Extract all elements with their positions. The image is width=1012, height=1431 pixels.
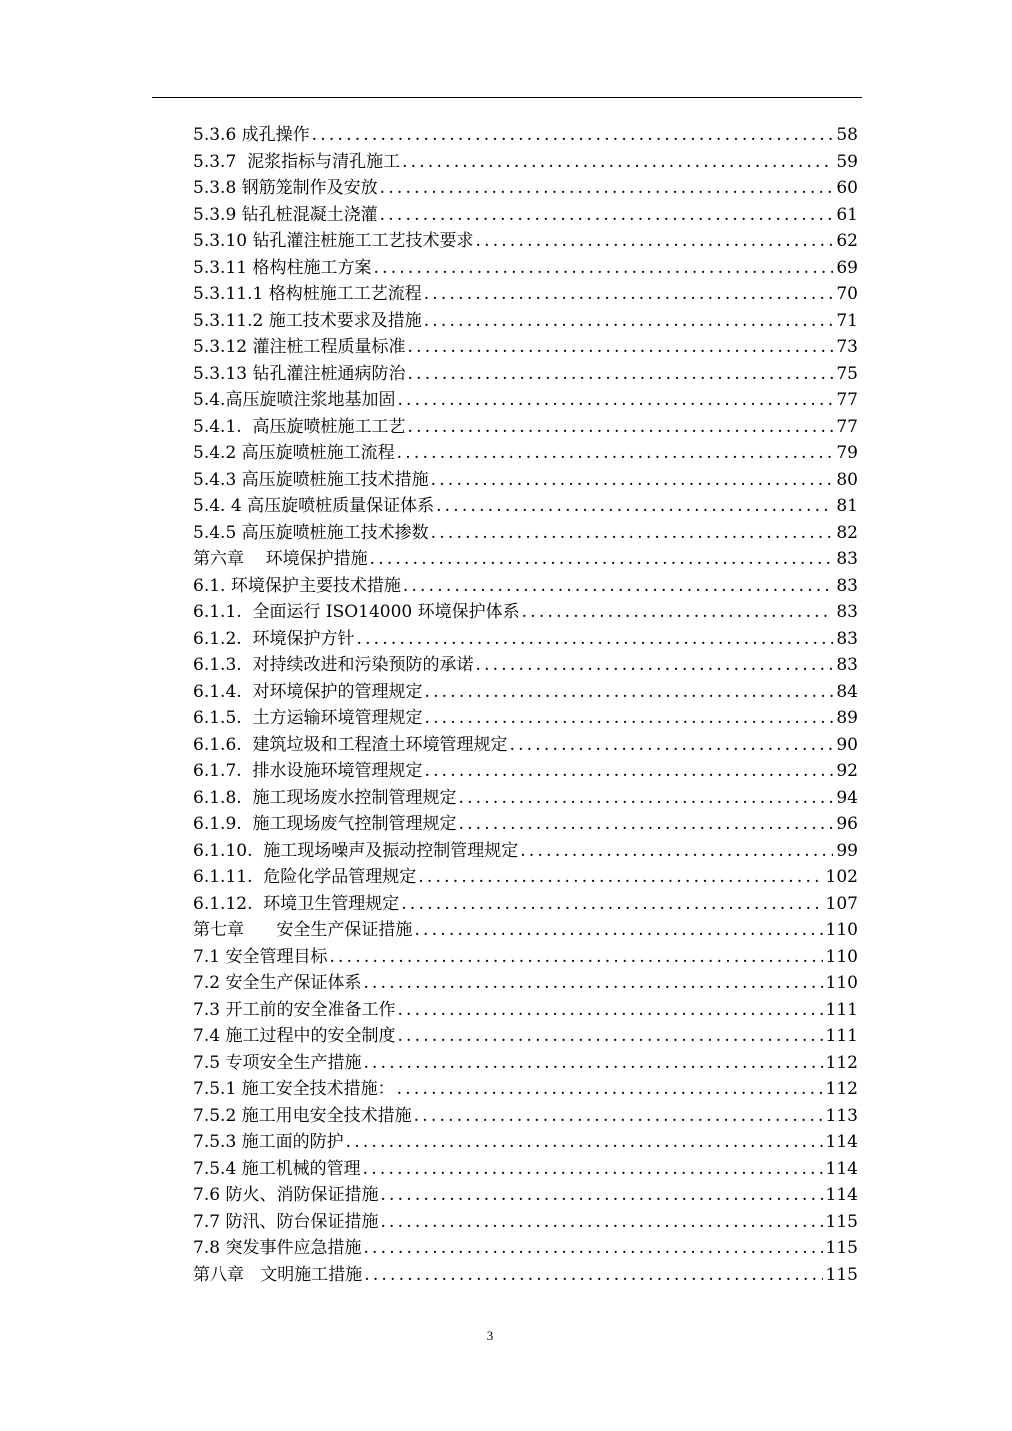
toc-entry[interactable] — [193, 1209, 858, 1236]
toc-entry-page: 94 — [836, 787, 858, 808]
toc-entry-page: 83 — [836, 602, 858, 622]
toc-entry-title: 7.7 防汛、防台保证措施 — [193, 1211, 379, 1232]
toc-entry-title: 6.1.3. 对持续改进和污染预防的承诺 — [193, 655, 474, 675]
toc-entry[interactable] — [193, 838, 858, 865]
toc-entry-page: 79 — [836, 443, 858, 463]
toc-entry[interactable] — [193, 414, 858, 441]
toc-dot-leader — [402, 149, 833, 176]
toc-dot-leader — [329, 944, 822, 971]
toc-entry-title: 7.8 突发事件应急措施 — [193, 1238, 362, 1258]
toc-entry-page: 110 — [825, 973, 858, 993]
toc-entry-page: 59 — [836, 151, 858, 172]
toc-entry-page: 61 — [836, 204, 858, 225]
toc-entry-page: 73 — [836, 337, 858, 357]
toc-entry[interactable] — [193, 546, 858, 573]
toc-dot-leader — [522, 599, 834, 626]
toc-entry[interactable] — [193, 573, 858, 600]
toc-entry-title: 7.5.2 施工用电安全技术措施 — [193, 1105, 412, 1126]
toc-entry-page: 71 — [836, 310, 858, 331]
toc-entry[interactable] — [193, 1156, 858, 1183]
toc-dot-leader — [424, 308, 834, 335]
toc-entry[interactable] — [193, 785, 858, 812]
toc-entry-page: 69 — [836, 257, 858, 278]
toc-dot-leader — [414, 917, 822, 944]
toc-entry-page: 115 — [825, 1238, 858, 1258]
toc-entry[interactable] — [193, 891, 858, 918]
toc-dot-leader — [431, 467, 834, 494]
toc-entry-page: 114 — [825, 1132, 858, 1152]
toc-dot-leader — [418, 864, 822, 891]
toc-entry[interactable] — [193, 122, 858, 149]
toc-dot-leader — [397, 440, 834, 467]
toc-entry-title: 7.6 防火、消防保证措施 — [193, 1185, 379, 1205]
toc-dot-leader — [431, 520, 834, 547]
toc-entry[interactable] — [193, 705, 858, 732]
toc-entry-page: 84 — [836, 681, 858, 702]
toc-entry-title: 6.1.8. 施工现场废水控制管理规定 — [193, 787, 457, 808]
toc-entry-title: 7.5 专项安全生产措施 — [193, 1052, 362, 1073]
toc-entry-title: 5.4.高压旋喷注浆地基加固 — [193, 390, 396, 410]
toc-entry-title: 7.5.4 施工机械的管理 — [193, 1158, 361, 1179]
toc-dot-leader — [397, 387, 833, 414]
toc-dot-leader — [373, 255, 833, 282]
toc-entry[interactable] — [193, 1129, 858, 1156]
toc-entry[interactable] — [193, 202, 858, 229]
toc-dot-leader — [363, 1235, 822, 1262]
toc-dot-leader — [363, 1156, 823, 1183]
toc-entry[interactable] — [193, 255, 858, 282]
toc-entry-page: 114 — [825, 1158, 858, 1179]
toc-entry[interactable] — [193, 1182, 858, 1209]
toc-dot-leader — [363, 970, 822, 997]
toc-entry[interactable] — [193, 440, 858, 467]
toc-dot-leader — [403, 573, 834, 600]
toc-entry-page: 82 — [836, 522, 858, 543]
toc-entry-page: 81 — [836, 496, 858, 516]
toc-entry-page: 58 — [836, 125, 858, 145]
toc-entry-title: 5.4. 4 高压旋喷桩质量保证体系 — [193, 496, 435, 516]
toc-dot-leader — [407, 414, 833, 441]
toc-entry-title: 7.5.3 施工面的防护 — [193, 1132, 344, 1152]
toc-entry-title: 6.1.1. 全面运行 ISO14000 环境保护体系 — [193, 602, 520, 622]
toc-entry[interactable] — [193, 520, 858, 547]
toc-entry-title: 6.1.7. 排水设施环境管理规定 — [193, 761, 423, 781]
toc-entry-title: 5.3.11 格构柱施工方案 — [193, 257, 372, 278]
toc-entry[interactable] — [193, 228, 858, 255]
toc-entry-title: 第六章 环境保护措施 — [193, 549, 368, 569]
toc-dot-leader — [401, 891, 822, 918]
toc-dot-leader — [363, 1050, 822, 1077]
toc-entry-title: 第七章 安全生产保证措施 — [193, 920, 413, 940]
toc-entry[interactable] — [193, 732, 858, 759]
toc-entry-page: 60 — [836, 178, 858, 198]
toc-entry[interactable] — [193, 149, 858, 176]
toc-dot-leader — [424, 705, 833, 732]
toc-entry[interactable] — [193, 944, 858, 971]
toc-entry-title: 6.1.12. 环境卫生管理规定 — [193, 893, 400, 914]
toc-entry-page: 83 — [836, 628, 858, 649]
toc-dot-leader — [407, 361, 833, 388]
toc-entry-page: 92 — [836, 761, 858, 781]
toc-entry-title: 6.1. 环境保护主要技术措施 — [193, 575, 401, 596]
toc-dot-leader — [407, 334, 833, 361]
toc-dot-leader — [380, 202, 834, 229]
toc-dot-leader — [475, 652, 833, 679]
toc-dot-leader — [424, 679, 833, 706]
toc-dot-leader — [397, 1023, 822, 1050]
page-number: 3 — [486, 1328, 494, 1343]
toc-dot-leader — [397, 997, 822, 1024]
toc-dot-leader — [509, 732, 833, 759]
toc-dot-leader — [356, 626, 833, 653]
toc-entry-page: 77 — [836, 416, 858, 437]
toc-entry[interactable] — [193, 758, 858, 785]
toc-entry-page: 90 — [836, 734, 858, 755]
header-rule — [152, 97, 862, 98]
toc-entry-page: 112 — [825, 1079, 858, 1099]
toc-entry[interactable] — [193, 467, 858, 494]
toc-dot-leader — [414, 1103, 823, 1130]
toc-entry-title: 5.3.9 钻孔桩混凝土浇灌 — [193, 204, 378, 225]
toc-dot-leader — [458, 785, 833, 812]
toc-entry-page: 110 — [825, 920, 858, 940]
toc-entry-title: 5.4.3 高压旋喷桩施工技术措施 — [193, 469, 429, 490]
toc-entry-title: 6.1.6. 建筑垃圾和工程渣土环境管理规定 — [193, 734, 508, 755]
toc-entry-title: 5.3.6 成孔操作 — [193, 125, 310, 145]
toc-entry[interactable] — [193, 679, 858, 706]
toc-dot-leader — [397, 1076, 823, 1103]
toc-entry-page: 113 — [825, 1105, 858, 1126]
toc-entry-page: 83 — [836, 575, 858, 596]
toc-entry-page: 75 — [836, 363, 858, 384]
toc-dot-leader — [380, 1182, 822, 1209]
toc-entry-page: 115 — [825, 1264, 858, 1285]
toc-entry-page: 110 — [825, 946, 858, 967]
toc-entry[interactable] — [193, 1235, 858, 1262]
toc-entry-page: 99 — [836, 840, 858, 861]
toc-entry[interactable] — [193, 175, 858, 202]
toc-entry-title: 6.1.4. 对环境保护的管理规定 — [193, 681, 423, 702]
toc-dot-leader — [312, 122, 834, 149]
toc-entry[interactable] — [193, 387, 858, 414]
toc-entry-page: 77 — [836, 390, 858, 410]
toc-entry-title: 5.3.11.2 施工技术要求及措施 — [193, 310, 422, 331]
toc-entry-title: 7.4 施工过程中的安全制度 — [193, 1026, 396, 1046]
toc-entry[interactable] — [193, 493, 858, 520]
toc-entry[interactable] — [193, 864, 858, 891]
toc-entry-title: 6.1.2. 环境保护方针 — [193, 628, 355, 649]
toc-entry[interactable] — [193, 1076, 858, 1103]
toc-entry-page: 80 — [836, 469, 858, 490]
toc-entry-title: 7.1 安全管理目标 — [193, 946, 328, 967]
toc-entry[interactable] — [193, 626, 858, 653]
toc-entry-title: 5.3.12 灌注桩工程质量标准 — [193, 337, 406, 357]
table-of-contents — [193, 122, 858, 1288]
toc-entry-title: 5.3.11.1 格构桩施工工艺流程 — [193, 284, 422, 304]
toc-dot-leader — [424, 281, 834, 308]
toc-entry-title: 5.3.13 钻孔灌注桩通病防治 — [193, 363, 406, 384]
toc-entry-title: 6.1.5. 土方运输环境管理规定 — [193, 708, 423, 728]
toc-entry-page: 62 — [836, 231, 858, 251]
toc-entry[interactable] — [193, 997, 858, 1024]
toc-dot-leader — [436, 493, 833, 520]
toc-entry-title: 7.5.1 施工安全技术措施： — [193, 1079, 395, 1099]
toc-entry[interactable] — [193, 970, 858, 997]
toc-entry-title: 第八章 文明施工措施 — [193, 1264, 363, 1285]
toc-dot-leader — [380, 1209, 822, 1236]
toc-entry-page: 115 — [825, 1211, 858, 1232]
toc-entry-page: 107 — [825, 893, 858, 914]
toc-dot-leader — [424, 758, 833, 785]
toc-entry[interactable] — [193, 1023, 858, 1050]
toc-entry-page: 89 — [836, 708, 858, 728]
toc-dot-leader — [458, 811, 833, 838]
toc-entry-page: 102 — [825, 867, 858, 887]
toc-entry-title: 5.4.5 高压旋喷桩施工技术掺数 — [193, 522, 429, 543]
toc-entry-title: 5.4.1. 高压旋喷桩施工工艺 — [193, 416, 406, 437]
toc-entry-title: 7.2 安全生产保证体系 — [193, 973, 362, 993]
toc-entry-page: 111 — [825, 999, 858, 1020]
toc-entry-page: 96 — [836, 814, 858, 834]
toc-dot-leader — [346, 1129, 823, 1156]
toc-dot-leader — [380, 175, 834, 202]
toc-entry-title: 5.4.2 高压旋喷桩施工流程 — [193, 443, 395, 463]
toc-entry-page: 83 — [836, 655, 858, 675]
toc-entry-title: 5.3.10 钻孔灌注桩施工工艺技术要求 — [193, 231, 474, 251]
toc-entry[interactable] — [193, 281, 858, 308]
toc-entry[interactable] — [193, 652, 858, 679]
toc-entry[interactable] — [193, 334, 858, 361]
toc-dot-leader — [475, 228, 833, 255]
toc-entry[interactable] — [193, 1103, 858, 1130]
toc-entry-page: 112 — [825, 1052, 858, 1073]
toc-entry[interactable] — [193, 1050, 858, 1077]
toc-entry[interactable] — [193, 361, 858, 388]
toc-dot-leader — [364, 1262, 822, 1289]
toc-entry-title: 6.1.11. 危险化学品管理规定 — [193, 867, 417, 887]
toc-entry[interactable] — [193, 917, 858, 944]
toc-entry-title: 5.3.7 泥浆指标与清孔施工 — [193, 151, 401, 172]
toc-entry[interactable] — [193, 1262, 858, 1289]
toc-entry-page: 83 — [836, 549, 858, 569]
toc-entry[interactable] — [193, 308, 858, 335]
toc-entry-title: 6.1.10. 施工现场噪声及振动控制管理规定 — [193, 840, 519, 861]
toc-entry-page: 114 — [825, 1185, 858, 1205]
toc-entry-title: 5.3.8 钢筋笼制作及安放 — [193, 178, 378, 198]
toc-entry-title: 7.3 开工前的安全准备工作 — [193, 999, 396, 1020]
toc-entry[interactable] — [193, 811, 858, 838]
toc-entry-page: 111 — [825, 1026, 858, 1046]
toc-entry-page: 70 — [836, 284, 858, 304]
toc-entry[interactable] — [193, 599, 858, 626]
toc-dot-leader — [370, 546, 834, 573]
toc-entry-title: 6.1.9. 施工现场废气控制管理规定 — [193, 814, 457, 834]
toc-dot-leader — [520, 838, 833, 865]
